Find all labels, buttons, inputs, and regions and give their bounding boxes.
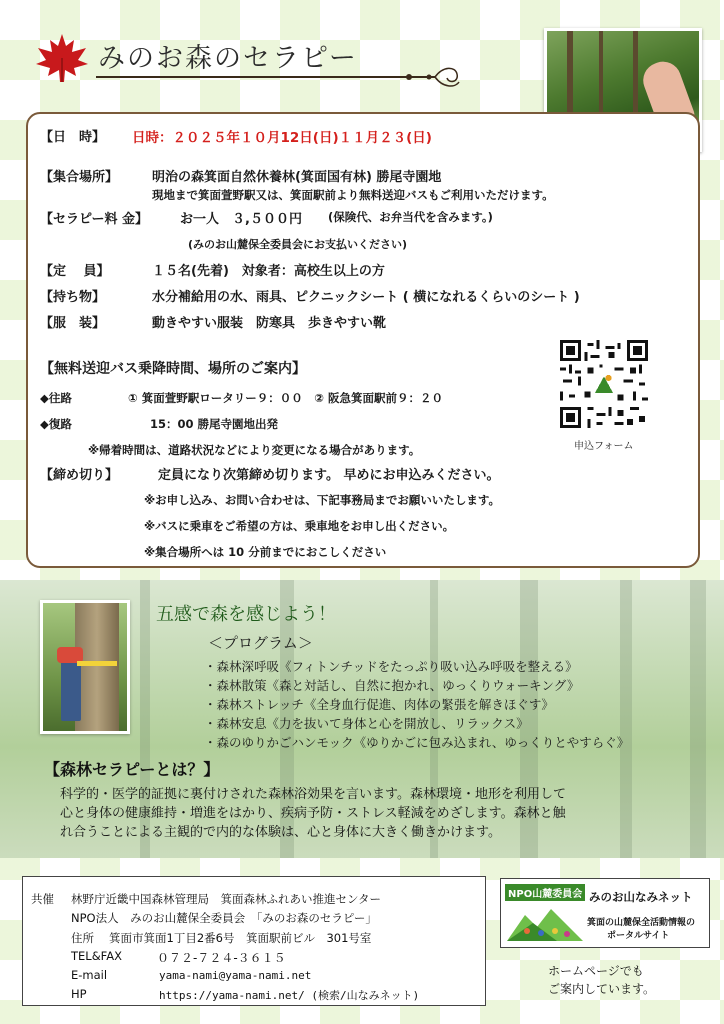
ornament-flourish <box>395 62 465 92</box>
about-line: 心と身体の健康維持・増進をはかり、疾病予防・ストレス軽減をめざします。森林と触 <box>60 806 566 821</box>
deadline-note: ※お申し込み、お問い合わせは、下記事務局までお願いいたします。 <box>144 493 500 507</box>
address-label: 住所 <box>71 931 94 945</box>
date-label: 【日 時】 <box>40 130 106 145</box>
tree-hugging-photo <box>40 600 130 734</box>
program-tagline: 五感で森を感じよう！ <box>156 604 336 625</box>
bus-return-value: 15：00 勝尾寺園地出発 <box>150 417 279 431</box>
deadline-label: 【締め切り】 <box>40 468 119 483</box>
portal-banner[interactable] <box>500 878 710 948</box>
homepage-note: ご案内しています。 <box>548 982 656 996</box>
hp-link[interactable]: https://yama-nami.net/ (検索/山なみネット) <box>159 989 420 1002</box>
sponsor-label: 共催 <box>31 892 54 906</box>
program-item: ・森林深呼吸《フィトンチッドをたっぷり吸い込み呼吸を整える》 <box>204 659 578 674</box>
deadline-value: 定員になり次第締め切ります。 早めにお申込みください。 <box>158 468 500 483</box>
email-link[interactable]: yama-nami@yama-nami.net <box>159 969 312 982</box>
qr-code[interactable] <box>560 340 648 428</box>
about-heading: 【森林セラピーとは？】 <box>44 760 220 779</box>
hp-label: HP <box>71 987 87 1001</box>
tel-label: TEL&FAX <box>71 949 122 963</box>
portal-description: 箕面の山麓保全活動情報の <box>587 918 696 928</box>
portal-description: ポータルサイト <box>607 931 670 941</box>
sponsor-line: 林野庁近畿中国森林管理局 箕面森林ふれあい推進センター <box>71 892 382 906</box>
bus-return-label: ◆復路 <box>40 417 72 431</box>
deadline-note: ※バスに乗車をご希望の方は、乗車地をお申し出ください。 <box>144 519 455 533</box>
tel-value: ０７２-７２４-３６１５ <box>157 951 286 965</box>
meeting-place-note: 現地まで箕面萱野駅又は、箕面駅前より無料送迎バスもご利用いただけます。 <box>152 188 554 202</box>
sponsor-line: NPO法人 みのお山麓保全委員会 「みのお森のセラピー」 <box>71 911 377 925</box>
belongings-label: 【持ち物】 <box>40 290 106 305</box>
fee-note: (保険代、お弁当代を含みます。) <box>328 210 493 224</box>
program-heading: ＜プログラム＞ <box>208 634 313 652</box>
bus-outbound-value: ① 箕面萱野駅ロータリー９：００ ② 阪急箕面駅前９：２０ <box>128 391 443 405</box>
bus-note: ※帰着時間は、道路状況などにより変更になる場合があります。 <box>88 443 421 457</box>
clothing-value: 動きやすい服装 防寒具 歩きやすい靴 <box>152 316 387 331</box>
fee-label: 【セラピー料 金】 <box>40 212 149 227</box>
fee-payment-note: (みのお山麓保全委員会にお支払いください) <box>188 238 408 251</box>
email-label: E-mail <box>71 968 108 982</box>
page-title: みのお森のセラピー <box>98 43 358 74</box>
title-underline <box>96 76 414 78</box>
contact-box <box>22 876 486 1006</box>
about-line: 科学的・医学的証拠に裏付けされた森林浴効果を言います。森林環境・地形を利用して <box>60 787 566 802</box>
program-item: ・森林散策《森と対話し、自然に抱かれ、ゆっくりウォーキング》 <box>204 678 580 693</box>
capacity-label: 【定 員】 <box>40 264 110 279</box>
about-line: れ合うことによる主観的で内的な体験は、心と身体に大きく働きかけます。 <box>60 825 501 840</box>
program-item: ・森のゆりかごハンモック《ゆりかごに包み込まれ、ゆっくりとやすらぐ》 <box>204 735 630 750</box>
belongings-value: 水分補給用の水、雨具、ピクニックシート ( 横になれるくらいのシート ) <box>152 290 580 305</box>
date-value: 日時：２０２５年１０月12日(日)１１月２３(日) <box>132 130 432 146</box>
program-item: ・森林安息《力を抜いて身体と心を開放し、リラックス》 <box>204 716 529 731</box>
address-value: 箕面市箕面1丁目2番6号 箕面駅前ビル 301号室 <box>109 931 372 945</box>
portal-site-name: みのお山なみネット <box>589 890 693 904</box>
npo-badge: NPO山麓委員会 <box>505 884 585 901</box>
fee-value: お一人 ３,５００円 <box>180 212 302 227</box>
homepage-note: ホームページでも <box>548 964 644 978</box>
capacity-value: １５名(先着) 対象者：高校生以上の方 <box>152 264 385 279</box>
meeting-place-value: 明治の森箕面自然休養林(箕面国有林) 勝尾寺園地 <box>152 170 442 185</box>
deadline-note: ※集合場所へは 10 分前までにおこしください <box>144 545 387 559</box>
meeting-place-label: 【集合場所】 <box>40 170 119 185</box>
maple-leaf-icon <box>34 32 90 84</box>
bus-heading: 【無料送迎バス乗降時間、場所のご案内】 <box>40 361 306 377</box>
clothing-label: 【服 装】 <box>40 316 106 331</box>
program-item: ・森林ストレッチ《全身血行促進、肉体の緊張を解きほぐす》 <box>204 697 554 712</box>
qr-label: 申込フォーム <box>574 441 634 452</box>
hills-people-icon <box>507 901 583 941</box>
bus-outbound-label: ◆往路 <box>40 391 72 405</box>
